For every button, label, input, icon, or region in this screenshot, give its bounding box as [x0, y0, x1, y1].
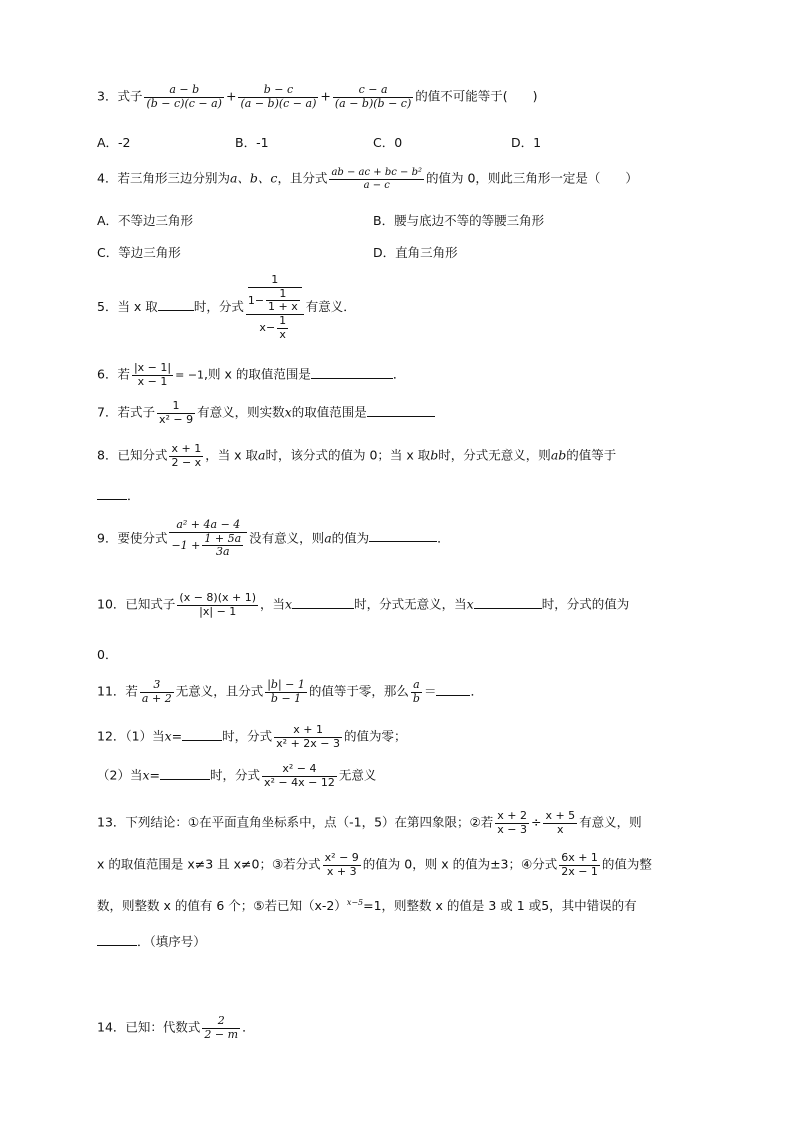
- question-3: [97, 84, 704, 110]
- x: x: [259, 321, 266, 335]
- period: ．: [242, 1019, 255, 1035]
- numerator: (x − 8)(x + 1): [179, 591, 257, 604]
- option-a: A．-2: [97, 135, 131, 150]
- question-7: [97, 400, 704, 426]
- question-text: x 的取值范围是 x≠3 且 x≠0；③若分式: [97, 856, 321, 872]
- numerator: x + 1: [293, 723, 323, 736]
- option-d: D．直角三角形: [373, 245, 458, 260]
- denominator: 2x − 1: [561, 864, 598, 878]
- question-6: [97, 362, 704, 388]
- question-text: 时，分式: [193, 299, 244, 315]
- question-10: [97, 592, 704, 618]
- question-13-line-3: [97, 894, 704, 915]
- denominator: (a − b)(c − a): [240, 96, 317, 110]
- denominator: x: [277, 328, 288, 342]
- question-text: 无意义: [338, 767, 377, 783]
- denominator: 2 − m: [204, 1027, 239, 1041]
- answer-blank[interactable]: [182, 728, 222, 741]
- numerator: b − c: [263, 83, 294, 96]
- question-9: [97, 519, 704, 559]
- answer-blank[interactable]: [436, 683, 470, 696]
- numerator: 1: [279, 313, 287, 327]
- numerator: 1 + 5a: [204, 531, 242, 545]
- question-11: [97, 679, 704, 705]
- question-text: 时，分式的值为: [541, 596, 630, 612]
- question-text: 的值等于: [566, 447, 617, 463]
- question-12-part-2: [97, 763, 704, 789]
- question-text: 若: [125, 683, 138, 699]
- question-number: 11．: [97, 683, 126, 699]
- question-number: 14．: [97, 1019, 126, 1035]
- question-8-line-2: [97, 487, 704, 505]
- numerator: x + 2: [497, 809, 527, 822]
- sub-expression: [248, 287, 302, 314]
- minus: −: [265, 321, 276, 335]
- question-text: ，当 x 取: [205, 447, 259, 463]
- denominator: 3a: [202, 545, 243, 559]
- question-text: 时，分式无意义，当: [354, 596, 467, 612]
- question-number: 9．: [97, 530, 118, 546]
- division-sign: ÷: [530, 814, 542, 830]
- question-text: 的值为零；: [344, 728, 407, 744]
- fraction: [157, 400, 195, 426]
- question-text: 无意义，且分式: [175, 683, 264, 699]
- fraction: [274, 724, 342, 750]
- numerator: |b| − 1: [267, 678, 305, 691]
- fraction: [202, 1015, 240, 1041]
- plus-sign: +: [225, 88, 237, 104]
- denominator-lead: −1 +: [171, 538, 201, 552]
- question-text: 当 x 取: [117, 299, 158, 315]
- question-text: 已知：代数式: [125, 1019, 201, 1035]
- question-number: 5．: [97, 299, 118, 315]
- answer-blank[interactable]: [311, 366, 393, 379]
- minus: −: [254, 293, 265, 307]
- variable: x: [285, 596, 293, 612]
- complex-fraction: [246, 274, 304, 341]
- numerator: x² − 9: [324, 851, 359, 864]
- question-text: 时，分式: [210, 767, 261, 783]
- question-text: （1）当: [125, 728, 165, 744]
- equals-sign: ＝: [423, 683, 437, 699]
- denominator: |x| − 1: [177, 605, 258, 619]
- one: 1: [247, 293, 255, 307]
- answer-blank[interactable]: [97, 933, 137, 946]
- question-text: 时，分式无意义，则: [438, 447, 551, 463]
- question-number: 12．: [97, 728, 126, 744]
- plus-sign: +: [320, 88, 331, 104]
- question-text: ，当: [260, 596, 286, 612]
- denominator: x² − 4x − 12: [264, 775, 335, 789]
- question-13-line-4: [97, 933, 704, 951]
- fraction: [559, 852, 600, 878]
- variable: x: [142, 767, 150, 783]
- fraction: [495, 810, 529, 836]
- fraction: [144, 84, 224, 110]
- exponent: x−5: [346, 898, 364, 907]
- question-text: 的值不可能等于( ): [415, 88, 538, 104]
- answer-blank[interactable]: [474, 596, 542, 609]
- period: ．: [392, 366, 406, 382]
- numerator: ab − ac + bc − b²: [331, 167, 422, 178]
- question-text: 若三角形三边分别为: [117, 170, 230, 186]
- question-text: 已知式子: [125, 596, 176, 612]
- numerator: 2: [217, 1014, 225, 1027]
- fraction: [543, 810, 577, 836]
- option-d: D．1: [511, 135, 542, 150]
- question-13-line-2: [97, 852, 704, 878]
- variable: x: [284, 404, 292, 420]
- variable-ab: ab: [550, 447, 567, 463]
- question-text: ,则 x 的取值范围是: [204, 366, 311, 382]
- question-text: =1，则整数 x 的值是 3 或 1 或5，其中错误的有: [363, 898, 637, 914]
- option-a: A．不等边三角形: [97, 213, 194, 228]
- question-number: 4．: [97, 170, 118, 186]
- option-c: C．等边三角形: [97, 245, 181, 260]
- fraction: [411, 679, 422, 705]
- question-13-line-1: [97, 810, 704, 836]
- complex-fraction: [169, 519, 247, 559]
- numerator: 3: [153, 678, 161, 691]
- question-text: 有意义，则实数: [197, 404, 285, 420]
- question-number: 13．: [97, 814, 126, 830]
- equals-sign: =: [149, 767, 160, 783]
- question-text: 时，该分式的值为 0；当 x 取: [265, 447, 431, 463]
- answer-blank[interactable]: [369, 529, 437, 542]
- question-text: 的值为 0，则 x 的值为±3；④分式: [362, 856, 558, 872]
- numerator: 1: [279, 286, 287, 300]
- numerator: a − b: [169, 83, 200, 96]
- question-text: 时，分式: [222, 728, 273, 744]
- variables: a、b、c: [229, 170, 278, 186]
- variable: x: [466, 596, 474, 612]
- question-12-part-1: [97, 724, 704, 750]
- question-text: 要使分式: [117, 530, 168, 546]
- denominator: x² − 9: [158, 412, 194, 426]
- question-text: 的值为: [331, 530, 370, 546]
- denominator: (a − b)(b − c): [334, 96, 412, 110]
- question-text: 有意义．: [305, 299, 356, 315]
- equation: = −1: [175, 368, 205, 382]
- option-b: B．-1: [235, 135, 269, 150]
- question-text: 数，则整数 x 的值有 6 个；⑤若已知（x-2）: [97, 898, 347, 914]
- inner-fraction: [202, 533, 243, 559]
- variable-a: a: [258, 447, 266, 463]
- fraction: [333, 84, 413, 110]
- numerator: 6x + 1: [561, 851, 598, 864]
- period: ．: [437, 530, 450, 546]
- numerator: x + 5: [545, 809, 576, 822]
- denominator: x − 1: [132, 375, 173, 389]
- denominator: 2 − x: [171, 455, 202, 469]
- question-text: 下列结论：①在平面直角坐标系中，点（-1，5）在第四象限；②若: [125, 814, 494, 830]
- denominator: [246, 314, 304, 341]
- option-c: C．0: [373, 135, 403, 150]
- question-text: 的取值范围是: [291, 404, 367, 420]
- numerator: x² − 4: [282, 762, 317, 775]
- question-14: [97, 1015, 704, 1041]
- numerator: a² + 4a − 4: [176, 518, 241, 531]
- question-text: 的值为整: [601, 856, 652, 872]
- question-number: 6．: [97, 366, 118, 382]
- period: ．: [470, 683, 483, 699]
- top-value: 1: [271, 273, 279, 286]
- fraction: [323, 852, 361, 878]
- question-number: 3．: [97, 88, 118, 104]
- denominator: 1 + x: [268, 300, 298, 314]
- denominator: [169, 532, 247, 559]
- question-number: 10．: [97, 596, 126, 612]
- question-text: 式子: [117, 88, 143, 104]
- denominator: x + 3: [323, 865, 361, 879]
- question-text: 的值为 0，则此三角形一定是（ ）: [426, 170, 638, 186]
- answer-blank[interactable]: [158, 298, 194, 311]
- inner-fraction: [277, 315, 288, 341]
- numerator: 1: [172, 399, 180, 412]
- fraction: [140, 679, 174, 705]
- denominator: b: [412, 691, 420, 705]
- fraction: [265, 679, 307, 705]
- denominator: x² + 2x − 3: [276, 736, 341, 750]
- question-4: [97, 167, 704, 191]
- answer-blank[interactable]: [367, 404, 435, 417]
- answer-blank[interactable]: [160, 767, 210, 780]
- fraction: [169, 443, 203, 469]
- question-text: 有意义，则: [579, 814, 642, 830]
- question-text: 没有意义，则: [249, 530, 325, 546]
- fraction: [177, 592, 258, 618]
- denominator: x: [543, 823, 577, 837]
- denominator: (b − c)(c − a): [146, 96, 222, 110]
- equals-sign: =: [171, 728, 183, 744]
- numerator: a: [413, 678, 420, 691]
- period: ．: [127, 488, 140, 503]
- question-10-line-2: 0．: [97, 647, 118, 662]
- denominator: x − 3: [497, 822, 527, 836]
- variable-b: b: [430, 447, 439, 463]
- inner-fraction: [266, 288, 300, 314]
- question-text: ．（填序号）: [137, 934, 206, 949]
- question-text: 已知分式: [117, 447, 168, 463]
- variable: a: [324, 530, 332, 546]
- denominator: a + 2: [141, 691, 172, 705]
- question-number: 8．: [97, 447, 118, 463]
- question-text: 若: [117, 366, 130, 382]
- question-text: ，且分式: [277, 170, 328, 186]
- question-8: [97, 443, 704, 469]
- answer-blank[interactable]: [97, 487, 127, 500]
- variable: x: [164, 728, 172, 744]
- fraction: [262, 763, 337, 789]
- denominator: a − c: [329, 179, 424, 192]
- question-text: 若式子: [117, 404, 155, 420]
- fraction: [238, 84, 318, 110]
- question-text: （2）当: [97, 767, 143, 783]
- numerator: |x − 1|: [133, 361, 172, 374]
- fraction: [132, 362, 173, 388]
- fraction: [329, 167, 424, 191]
- numerator: [246, 274, 304, 314]
- question-number: 7．: [97, 404, 118, 420]
- numerator: c − a: [358, 83, 388, 96]
- option-b: B．腰与底边不等的等腰三角形: [373, 213, 545, 228]
- numerator: x + 1: [171, 442, 202, 455]
- denominator: b − 1: [265, 692, 307, 706]
- question-text: 的值等于零，那么: [308, 683, 409, 699]
- question-5: [97, 274, 704, 341]
- answer-blank[interactable]: [292, 596, 354, 609]
